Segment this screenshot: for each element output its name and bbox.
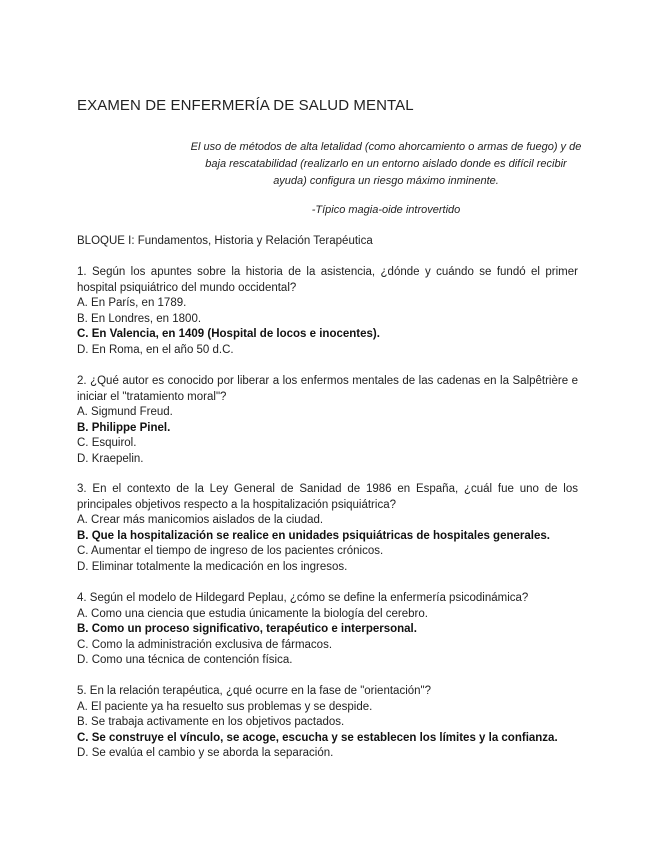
option-d: D. Como una técnica de contención física. xyxy=(77,654,293,667)
block-heading: BLOQUE I: Fundamentos, Historia y Relación Terapéutica xyxy=(77,235,373,247)
question-5 xyxy=(77,684,578,762)
option-a: A. Sigmund Freud. xyxy=(77,406,173,419)
option-b: B. En Londres, en 1800. xyxy=(77,312,202,325)
epigraph-quote: El uso de métodos de alta letalidad (como ahorcamiento o armas de fuego) y de baja rescatabilidad (realizarlo en un entorno aislado donde es difícil recibir ayuda) configura un riesgo máximo inminente. xyxy=(190,141,582,187)
question-stem: 2. ¿Qué autor es conocido por liberar a los enfermos mentales de las cadenas en la Salpêtrière e iniciar el "tratamiento moral"? xyxy=(77,375,578,403)
question-2 xyxy=(77,374,578,468)
option-c: C. Aumentar el tiempo de ingreso de los pacientes crónicos. xyxy=(77,545,384,558)
question-3 xyxy=(77,482,578,576)
option-b: B. Se trabaja activamente en los objetivos pactados. xyxy=(77,716,345,729)
question-stem: 4. Según el modelo de Hildegard Peplau, ¿cómo se define la enfermería psicodinámica? xyxy=(77,592,529,604)
option-c: C. Esquirol. xyxy=(77,437,137,450)
option-b-correct: B. Que la hospitalización se realice en unidades psiquiátricas de hospitales generales. xyxy=(77,529,550,542)
option-c-correct: C. En Valencia, en 1409 (Hospital de locos e inocentes). xyxy=(77,328,380,341)
option-d: D. Se evalúa el cambio y se aborda la separación. xyxy=(77,747,334,760)
page-title: EXAMEN DE ENFERMERÍA DE SALUD MENTAL xyxy=(77,97,414,114)
question-1 xyxy=(77,265,578,359)
option-d: D. En Roma, en el año 50 d.C. xyxy=(77,343,234,356)
option-c-correct: C. Se construye el vínculo, se acoge, escucha y se establecen los límites y la confianza. xyxy=(77,731,558,744)
option-a: A. Como una ciencia que estudia únicamente la biología del cerebro. xyxy=(77,607,428,620)
option-b-correct: B. Como un proceso significativo, terapéutico e interpersonal. xyxy=(77,623,417,636)
question-4 xyxy=(77,591,578,669)
option-a: A. En París, en 1789. xyxy=(77,297,187,310)
question-stem: 1. Según los apuntes sobre la historia de la asistencia, ¿dónde y cuándo se fundó el primer hospital psiquiátrico del mundo occidental? xyxy=(77,266,578,294)
option-c: C. Como la administración exclusiva de fármacos. xyxy=(77,638,333,651)
option-d: D. Kraepelin. xyxy=(77,452,144,465)
option-a: A. El paciente ya ha resuelto sus problemas y se despide. xyxy=(77,700,373,713)
option-d: D. Eliminar totalmente la medicación en los ingresos. xyxy=(77,560,348,573)
epigraph-attribution: -Típico magia-oide introvertido xyxy=(311,204,461,216)
option-a: A. Crear más manicomios aislados de la ciudad. xyxy=(77,514,324,527)
question-stem: 5. En la relación terapéutica, ¿qué ocurre en la fase de "orientación"? xyxy=(77,685,432,697)
option-b-correct: B. Philippe Pinel. xyxy=(77,421,171,434)
question-stem: 3. En el contexto de la Ley General de Sanidad de 1986 en España, ¿cuál fue uno de los principales objetivos respecto a la hospitalización psiquiátrica? xyxy=(77,483,578,511)
